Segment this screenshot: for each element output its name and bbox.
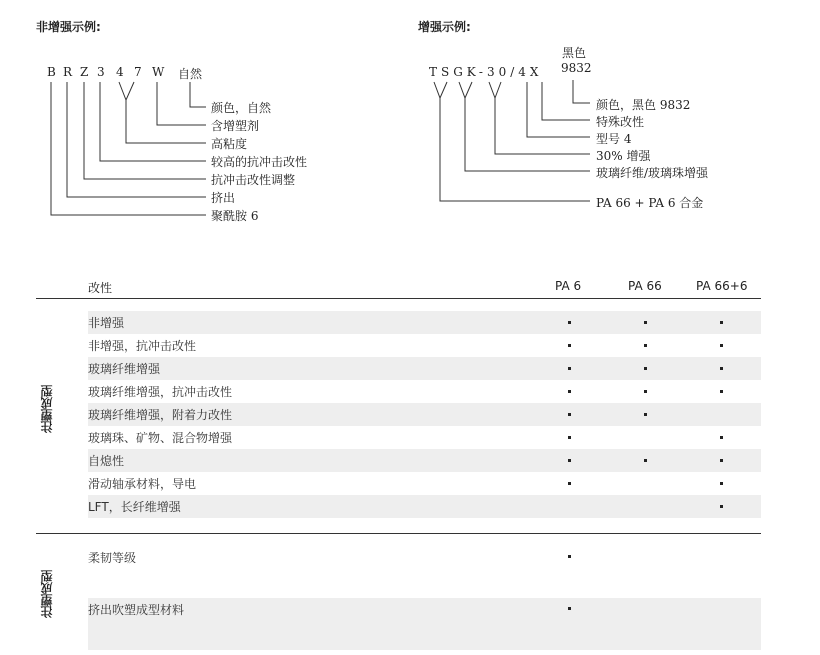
availability-mark: [720, 344, 723, 347]
left-annotation-high-impact: 较高的抗冲击改性: [211, 155, 308, 169]
left-example-title: 非增强示例:: [36, 20, 101, 34]
left-code-suffix: 自然: [178, 67, 203, 81]
availability-mark: [568, 344, 571, 347]
row-label: 玻璃珠、矿物、混合物增强: [88, 431, 233, 445]
availability-mark: [568, 607, 571, 610]
availability-mark: [644, 367, 647, 370]
availability-mark: [644, 344, 647, 347]
row-band: [88, 449, 761, 472]
row-label: 滑动轴承材料，导电: [88, 477, 197, 491]
availability-mark: [644, 321, 647, 324]
availability-mark: [720, 459, 723, 462]
section1-label: 注塑成型: [40, 385, 54, 433]
row-label: 挤出吹塑成型材料: [88, 603, 185, 617]
right-annotation-color: 颜色，黑色 9832: [596, 98, 691, 112]
row-label: 自熄性: [88, 454, 125, 468]
left-code-char: 7: [134, 65, 142, 79]
row-band: [88, 495, 761, 518]
left-code-char: B: [47, 65, 56, 79]
availability-mark: [568, 459, 571, 462]
left-annotation-polyamide: 聚酰胺 6: [211, 209, 259, 223]
availability-mark: [720, 505, 723, 508]
table-header-label: 改性: [88, 281, 113, 295]
availability-mark: [644, 413, 647, 416]
availability-mark: [720, 367, 723, 370]
section2-label: 注塑成型: [40, 570, 54, 618]
right-annotation-reinforce: 30% 增强: [596, 149, 651, 163]
left-code-char: W: [152, 65, 165, 79]
column-header-pa66: PA 66: [628, 279, 662, 293]
row-label: 非增强: [88, 316, 125, 330]
right-color-name: 黑色: [562, 46, 587, 60]
left-code-char: Z: [80, 65, 89, 79]
left-annotation-extrusion: 挤出: [211, 191, 236, 205]
row-label: 玻璃纤维增强，附着力改性: [88, 408, 233, 422]
section-divider: [36, 533, 761, 534]
availability-mark: [568, 436, 571, 439]
left-code-char: 3: [97, 65, 105, 79]
availability-mark: [720, 482, 723, 485]
row-band: [88, 311, 761, 334]
availability-mark: [568, 482, 571, 485]
availability-mark: [720, 390, 723, 393]
right-annotation-type: 型号 4: [596, 132, 632, 146]
right-color-number: 9832: [561, 61, 592, 75]
availability-mark: [644, 390, 647, 393]
right-code: TSGK-30/4X: [429, 65, 543, 79]
availability-mark: [720, 321, 723, 324]
header-rule: [36, 298, 761, 299]
right-annotation-alloy: PA 66 + PA 6 合金: [596, 196, 704, 210]
availability-mark: [568, 555, 571, 558]
right-annotation-special: 特殊改性: [596, 115, 645, 129]
availability-mark: [568, 390, 571, 393]
left-code-char: R: [63, 65, 73, 79]
availability-mark: [720, 436, 723, 439]
left-annotation-plasticizer: 含增塑剂: [211, 119, 260, 133]
row-band: [88, 598, 761, 650]
left-annotation-color: 颜色，自然: [211, 101, 272, 115]
row-label: 柔韧等级: [88, 551, 137, 565]
left-code-char: 4: [116, 65, 124, 79]
column-header-pa6: PA 6: [555, 279, 582, 293]
row-band: [88, 357, 761, 380]
availability-mark: [568, 413, 571, 416]
row-label: LFT，长纤维增强: [88, 500, 181, 514]
row-label: 非增强，抗冲击改性: [88, 339, 197, 353]
row-label: 玻璃纤维增强: [88, 362, 161, 376]
availability-mark: [644, 459, 647, 462]
availability-mark: [568, 321, 571, 324]
column-header-pa66-6: PA 66+6: [696, 279, 748, 293]
left-annotation-impact-adjust: 抗冲击改性调整: [211, 173, 296, 187]
right-example-title: 增强示例:: [418, 20, 471, 34]
left-annotation-viscosity: 高粘度: [211, 137, 248, 151]
right-annotation-glass: 玻璃纤维/玻璃珠增强: [596, 166, 709, 180]
availability-mark: [568, 367, 571, 370]
row-label: 玻璃纤维增强，抗冲击改性: [88, 385, 233, 399]
